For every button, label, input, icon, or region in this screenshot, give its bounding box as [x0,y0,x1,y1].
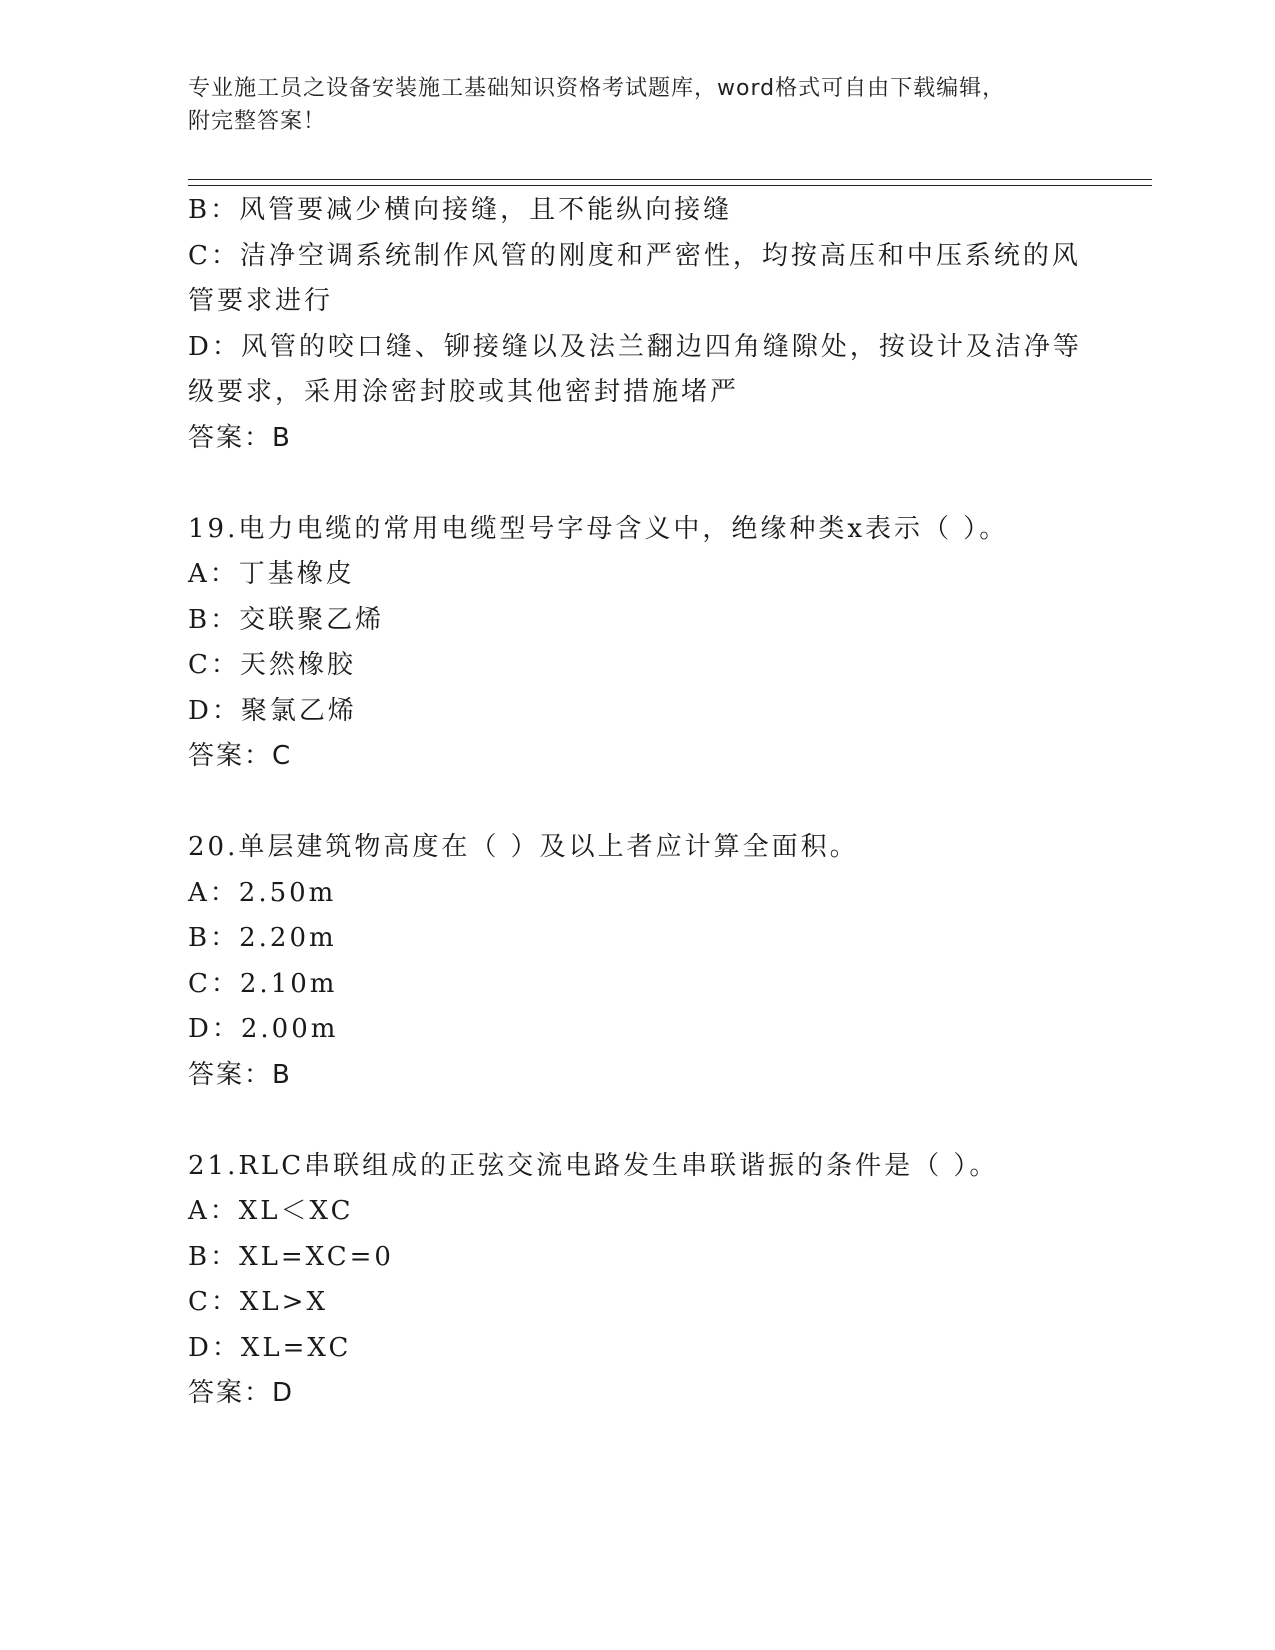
option-c-line-2: 管要求进行 [188,286,334,316]
question-stem: 20.单层建筑物高度在（ ）及以上者应计算全面积。 [188,832,859,862]
spacer [188,780,1088,826]
header-rule-bottom [188,185,1152,186]
option-d-line-1: D：风管的咬口缝、铆接缝以及法兰翻边四角缝隙处，按设计及洁净等 [188,331,1082,362]
question-20 [188,825,1088,1098]
answer: 答案：B [188,1059,292,1090]
document-header [188,72,1088,138]
option-d-line-2: 级要求，采用涂密封胶或其他密封措施堵严 [188,377,740,407]
option-b: B：风管要减少横向接缝，且不能纵向接缝 [188,195,733,225]
answer: 答案：B [188,422,292,453]
spacer [188,461,1088,507]
option-a: A：丁基橡皮 [188,559,355,589]
option-c: C：天然橡胶 [188,650,356,680]
question-19 [188,507,1088,780]
question-21 [188,1144,1088,1417]
question-stem: 21.RLC串联组成的正弦交流电路发生串联谐振的条件是（ ）。 [188,1150,999,1181]
option-a: A：2.50m [188,877,337,908]
option-a: A：XL＜XC [188,1196,354,1226]
question-18-tail [188,188,1088,461]
option-b: B：XL=XC=0 [188,1241,394,1272]
header-line-2: 附完整答案！ [188,109,327,134]
answer: 答案：C [188,741,293,771]
header-line-1: 专业施工员之设备安装施工基础知识资格考试题库，word格式可自由下载编辑， [188,76,1006,101]
option-d: D：2.00m [188,1014,339,1044]
option-d: D：XL=XC [188,1332,352,1363]
option-b: B：2.20m [188,923,337,953]
option-c: C：2.10m [188,968,338,999]
option-c: C：XL>X [188,1287,328,1317]
question-list [188,188,1088,1417]
answer: 答案：D [188,1378,295,1408]
option-b: B：交联聚乙烯 [188,604,385,635]
header-rule-top [188,179,1152,180]
option-d: D：聚氯乙烯 [188,695,357,726]
option-c-line-1: C：洁净空调系统制作风管的刚度和严密性，均按高压和中压系统的风 [188,240,1081,271]
question-stem: 19.电力电缆的常用电缆型号字母含义中，绝缘种类x表示（ ）。 [188,513,1009,544]
spacer [188,1098,1088,1144]
